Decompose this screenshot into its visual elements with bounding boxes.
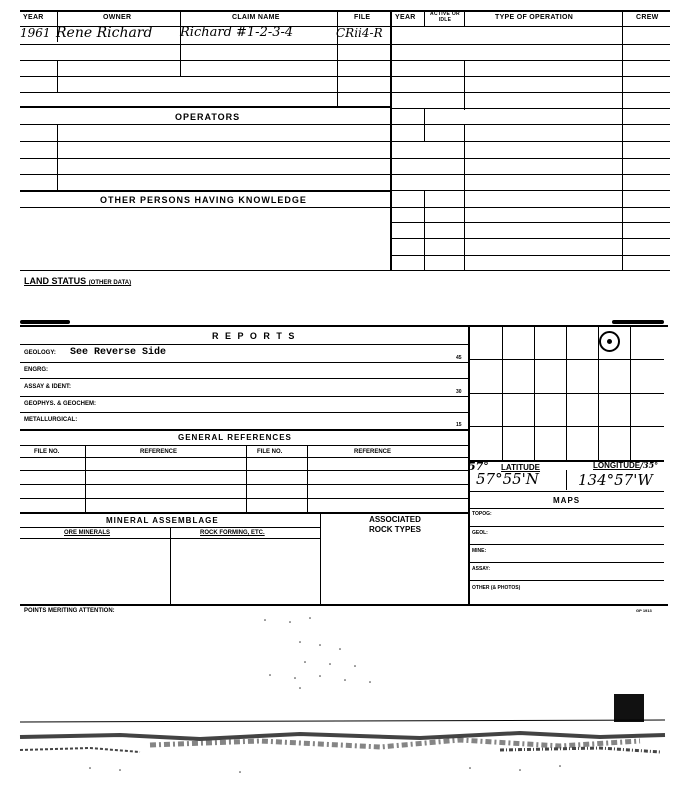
row-year: 1961 [20,26,51,40]
report-num: 15 [456,422,462,428]
header-ops-year: YEAR [395,14,416,21]
report-label-geophys: GEOPHYS. & GEOCHEM: [24,401,97,407]
other-persons-title: OTHER PERSONS HAVING KNOWLEDGE [100,195,307,205]
report-num: 30 [456,389,462,395]
rock-forming-header: ROCK FORMING, ETC. [200,530,265,536]
reports-title: R E P O R T S [212,331,297,341]
land-status-label: LAND STATUS (OTHER DATA) [24,276,132,286]
header-claim-name: CLAIM NAME [232,14,280,21]
header-crew: CREW [636,14,659,21]
location-marker-icon [599,331,620,352]
header-type-of-operation: TYPE OF OPERATION [495,14,574,21]
header-year: YEAR [23,14,44,21]
header-active-idle: ACTIVE OR IDLE [430,11,460,23]
latitude-value: 57°55'N [476,470,539,488]
maps-row-mine: MINE: [472,548,487,554]
scan-mark [612,320,664,324]
latitude-row: 57° LATITUDE [468,460,541,473]
report-num: 45 [456,355,462,361]
maps-row-topog: TOPOG: [472,511,492,517]
ref-header-file-no-2: FILE NO. [257,449,283,455]
header-owner: OWNER [103,14,132,21]
scan-noise [0,600,678,811]
row-claim-name: Richard #1-2-3-4 [180,25,294,40]
maps-row-geol: GEOL: [472,530,488,536]
operators-title: OPERATORS [175,112,241,122]
report-label-geology: GEOLOGY: [24,350,56,356]
ref-header-file-no: FILE NO. [34,449,60,455]
ore-minerals-header: ORE MINERALS [64,530,111,536]
report-label-metallurgical: METALLURGICAL: [24,417,78,423]
longitude-row: LONGITUDE/35° [593,460,659,470]
maps-row-assay: ASSAY: [472,566,491,572]
report-label-assay: ASSAY & IDENT: [24,384,72,390]
report-value-geology: See Reverse Side [70,347,167,358]
ref-header-reference-2: REFERENCE [354,449,392,455]
row-file: CRii4-R [336,26,383,40]
general-references-title: GENERAL REFERENCES [178,433,292,442]
longitude-value: 134°57'W [578,471,653,489]
header-file: FILE [354,14,371,21]
maps-row-other: OTHER (& PHOTOS) [472,585,521,591]
scan-mark [20,320,70,324]
form-number: GP 1913 [636,608,652,613]
report-label-engrg: ENGRG: [24,367,48,373]
associated-rock-types-header: ASSOCIATED ROCK TYPES [368,515,421,534]
maps-title: MAPS [553,496,581,505]
ref-header-reference: REFERENCE [140,449,178,455]
points-meriting-label: POINTS MERITING ATTENTION: [24,608,115,614]
row-owner: Rene Richard [56,25,153,41]
mineral-assemblage-title: MINERAL ASSEMBLAGE [106,516,219,525]
